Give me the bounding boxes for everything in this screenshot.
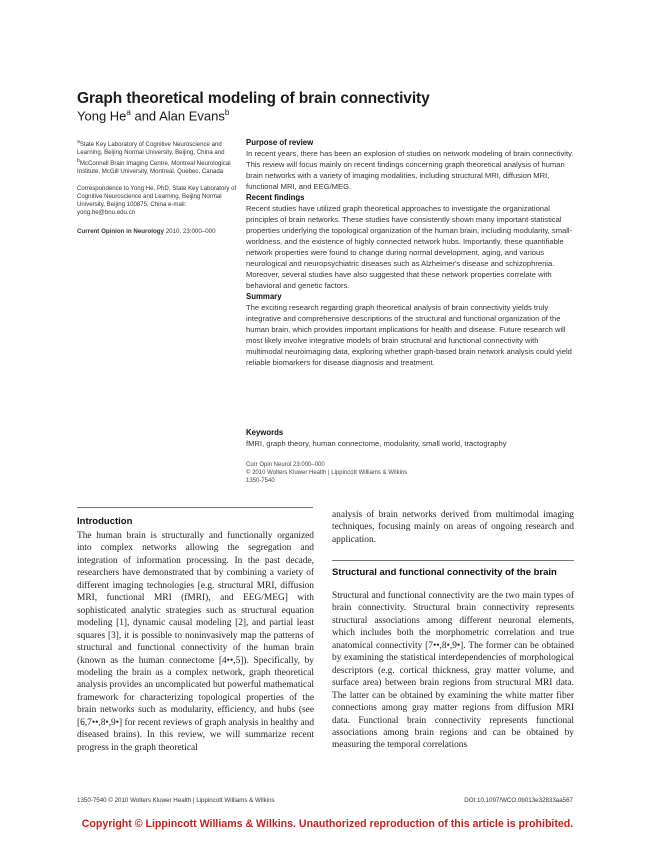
section-heading-connectivity: Structural and functional connectivity of the brain — [332, 567, 557, 578]
abstract — [246, 137, 576, 368]
abstract-heading: Recent findings — [246, 193, 305, 202]
abstract-heading: Purpose of review — [246, 138, 314, 147]
copyright-notice: Copyright © Lippincott Williams & Wilkins. Unauthorized reproduction of this article is prohibited. — [81, 818, 574, 830]
footer-issn: 1350-7540 © 2010 Wolters Kluwer Health | Lippincott Williams & Wilkins — [77, 797, 275, 804]
keywords-heading: Keywords — [246, 428, 284, 437]
abstract-paragraph: The exciting research regarding graph theoretical analysis of brain connectivity yields truly integrative and comprehensive descriptions of the structural and functional organization of the human brain, which provides important implications for health and disease. Future research will most likely involve integrative models of brain structural and functional connectivity with multimodal neuroimaging data, exploring whether graph-based brain network analysis could yield reliable biomarkers for disease diagnosis and treatment. — [246, 303, 572, 367]
author-name: Alan Evans — [159, 108, 225, 124]
affiliation-marker: a — [126, 108, 131, 117]
abstract-paragraph: Recent studies have utilized graph theoretical approaches to investigate the organizational principles of brain networks. These studies have consistently shown many important statistical properties underlying the topological organization of the human brain, including modularity, small-worldness, and the existence of highly connected network hubs. Importantly, these quantifiable network properties were found to change during normal development, aging, and various neurological and neuropsychiatric diseases such as Alzheimer's disease and schizophrenia. Moreover, several studies have also suggested that these network properties correlate with behavioral and genetic factors. — [246, 204, 573, 290]
keywords — [246, 427, 576, 449]
citation-details: 2010, 23:000–000 — [163, 228, 216, 235]
footer-doi: DOI:10.1097/WCO.0b013e32833aa567 — [464, 797, 573, 804]
introduction-body: The human brain is structurally and functionally organized into complex networks allowing the segregation and integration of information processing. In the past decade, researchers have demonstrated that by combining a variety of different imaging technologies [e.g. structural MRI, diffusion MRI, functional MRI (fMRI), and EEG/MEG] with sophisticated analytic strategies such as structural equation modeling [1], dynamic causal modeling [2], and partial least squares [3], it is possible to noninvasively map the patterns of structural and functional connectivity of the human brain (known as the human connectome [4••,5]). Specifically, by modeling the brain as a complex network, graph theoretical analysis provides an uncomplicated but powerful mathematical framework for characterizing topological properties of the brain networks such as modularity, efficiency, and hubs (see [6,7••,8•,9•] for recent reviews of graph analysis in healthy and diseased brains). In this review, we will summarize recent progress in the graph theoretical — [77, 531, 315, 753]
correspondence: Correspondence to Yong He, PhD, State Key Laboratory of Cognitive Neuroscience and Learning, Beijing Normal University, Beijing 100875, China e-mail: yong.he@bnu.edu.cn — [77, 185, 237, 217]
journal-citation — [77, 228, 247, 235]
connectivity-body: Structural and functional connectivity are the two main types of brain connectivity. Structural brain connectivity represents structural associations among different neuronal elements, which includes both the morphometric correlation and true anatomical connectivity [7••,8•,9•]. The former can be obtained by examining the statistical interdependencies of morphological descriptors (e.g. cortical thickness, gray matter volume, and surface area) between brain regions from structural MRI data. The latter can be obtained by examining the white matter fiber connections among gray matter regions from diffusion MRI data. Functional brain connectivity represents functional associations among brain regions and can be obtained by measuring the temporal correlations — [332, 591, 574, 751]
affiliation-marker: a — [77, 139, 80, 145]
pubinfo-line: 1350-7540 — [246, 478, 275, 485]
affiliation-marker: b — [224, 108, 230, 117]
abstract-paragraph: In recent years, there has been an explosion of studies on network modeling of brain connectivity. This review will focus mainly on recent findings concerning graph theoretical analysis of human brain networks with a variety of imaging modalities, including structural MRI, diffusion MRI, functional MRI, and EEG/MEG. — [246, 149, 574, 191]
section-divider — [77, 507, 313, 508]
author-conjunction: and — [130, 108, 160, 124]
affiliation-text: State Key Laboratory of Cognitive Neuroscience and Learning, Beijing Normal University, Beijing, China and — [77, 141, 225, 157]
author-name: Yong He — [77, 108, 127, 124]
pubinfo-line: © 2010 Wolters Kluwer Health | Lippincott Williams & Wilkins — [246, 470, 408, 477]
author-list — [77, 108, 229, 123]
continued-paragraph: analysis of brain networks derived from multimodal imaging techniques, focusing mainly on areas of ongoing research and application. — [332, 510, 574, 545]
journal-name: Current Opinion in Neurology — [77, 228, 164, 235]
abstract-heading: Summary — [246, 292, 282, 301]
section-heading-introduction: Introduction — [77, 516, 133, 527]
section-divider — [332, 560, 574, 561]
pubinfo-line: Curr Opin Neurol 23:000–000 — [246, 462, 325, 468]
affiliation-marker: b — [77, 158, 80, 165]
article-title: Graph theoretical modeling of brain connectivity — [77, 90, 430, 107]
publication-info — [246, 461, 576, 486]
affiliations — [77, 138, 239, 176]
keywords-list: fMRI, graph theory, human connectome, modularity, small world, tractography — [246, 439, 507, 448]
affiliation-text: McConnell Brain Imaging Centre, Montreal Neurological Institute, McGill University, Montreal, Quebec, Canada — [77, 160, 231, 176]
